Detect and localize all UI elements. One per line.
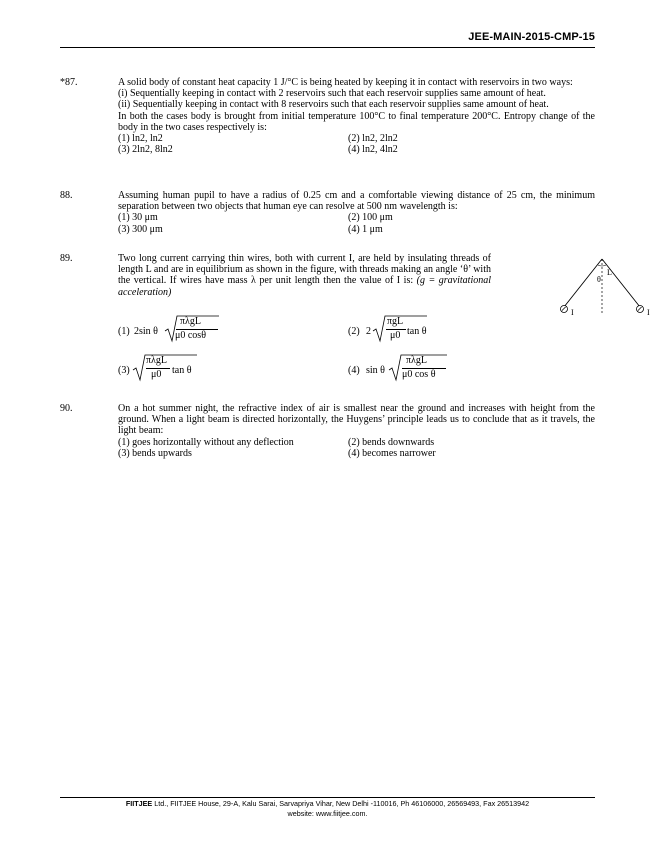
question-text: Assuming human pupil to have a radius of 0.25 cm and a comfortable viewing distance of 25 cm, the minimum separation between two objects that human eye can resolve at 500 nm wavelength is: [118, 190, 595, 213]
question-number: 88. [60, 190, 73, 201]
option-4[interactable]: (4) ln2, 4ln2 [348, 144, 398, 156]
question-number: 90. [60, 403, 73, 414]
footer-divider [60, 797, 595, 798]
question-text: In both the cases body is brought from initial temperature 100°C to final temperature 200°C. Entropy change of the body in the two cases respectively is: [118, 110, 595, 133]
footer-address: Ltd., FIITJEE House, 29-A, Kalu Sarai, Sarvapriya Vihar, New Delhi -110016, Ph 46106000, 26569493, Fax 26513942 [154, 799, 530, 808]
page-header [0, 0, 639, 48]
right-thread [602, 259, 640, 307]
option-3[interactable]: (3) 300 μm [118, 223, 163, 235]
question-statement: Two long current carrying thin wires, both with current I, are held by insulating threads of length L and are in equilibrium as shown in the figure, with threads making an angle ‘θ’ with the vertical. If wires have mass λ per unit length then the value of I is: [118, 253, 491, 287]
option-1[interactable]: (1) ln2, ln2 [118, 133, 163, 145]
question-text: (i) Sequentially keeping in contact with 2 reservoirs such that each reservoir supplies same amount of heat. [118, 88, 546, 100]
question-text: On a hot summer night, the refractive index of air is smallest near the ground and increases with height from the ground. When a light beam is directed horizontally, the Huygens’ principle leads us to conclude that as it travels, the light beam: [118, 403, 595, 437]
question-note: (g = gravitational acceleration) [118, 275, 492, 298]
option-4[interactable]: (4) 1 μm [348, 223, 383, 235]
question-text [118, 253, 491, 298]
angle-arc [598, 265, 606, 266]
question-text: (ii) Sequentially keeping in contact with 8 reservoirs such that each reservoir supplies same amount of heat. [118, 99, 549, 111]
option-4[interactable]: (4) sin θ πλgL μ0 cos θ [348, 365, 360, 376]
option-2[interactable]: (2) 100 μm [348, 212, 393, 224]
options [118, 133, 595, 155]
option-2[interactable]: (2) bends downwards [348, 436, 435, 448]
options [118, 212, 595, 234]
wires-figure [552, 253, 652, 319]
option-1[interactable]: (1) goes horizontally without any deflection [118, 436, 294, 448]
footer-brand: FIITJEE [125, 799, 153, 808]
question-text: A solid body of constant heat capacity 1 J/°C is being heated by keeping it in contact with reservoirs in two ways: [118, 77, 573, 88]
label-current-right: I [647, 308, 650, 317]
label-current-left: I [571, 308, 574, 317]
page-footer [60, 799, 595, 818]
option-3[interactable]: (3) bends upwards [118, 447, 192, 459]
exam-code: JEE-MAIN-2015-CMP-15 [468, 31, 595, 43]
question-number: *87. [60, 77, 78, 88]
question-number: 89. [60, 253, 73, 264]
label-theta: θ [597, 275, 601, 284]
option-1[interactable]: (1) 2sin θ πλgL μ0 cosθ [118, 326, 130, 337]
option-2[interactable]: (2) ln2, 2ln2 [348, 133, 398, 145]
options [118, 437, 595, 459]
option-1[interactable]: (1) 30 μm [118, 212, 158, 224]
header-divider [60, 47, 595, 48]
footer-website[interactable]: website: www.fiitjee.com. [287, 808, 368, 818]
option-2[interactable]: (2) 2 πgL μ0 tan θ [348, 326, 360, 337]
label-L: L [607, 268, 612, 277]
option-4[interactable]: (4) becomes narrower [348, 447, 436, 459]
question-89 [60, 253, 650, 388]
option-3[interactable]: (3) πλgL μ0 tan θ [118, 365, 130, 376]
option-3[interactable]: (3) 2ln2, 8ln2 [118, 144, 173, 156]
